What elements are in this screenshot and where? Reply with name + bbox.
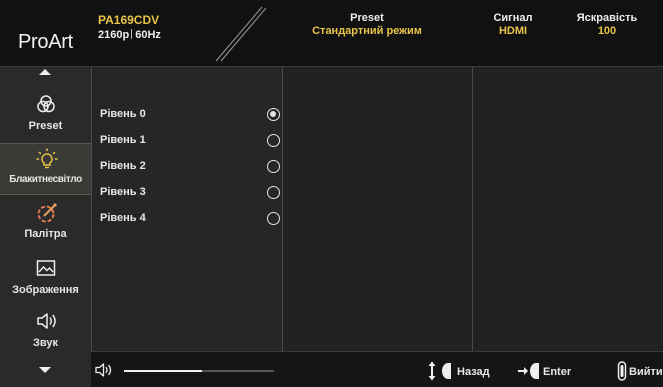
sidebar-item-blue-light[interactable] <box>0 143 91 195</box>
signal-value: HDMI <box>498 25 528 37</box>
scroll-down-arrow-icon[interactable] <box>39 367 51 373</box>
volume-slider[interactable] <box>124 370 274 372</box>
resolution-info <box>98 29 161 41</box>
sidebar-item-sound[interactable] <box>0 307 91 359</box>
sidebar-item-label: Звук <box>32 337 58 349</box>
sidebar-item-label: Палітра <box>24 228 67 240</box>
option-label: Рівень 0 <box>100 108 146 120</box>
palette-icon <box>36 202 58 224</box>
option-level-2[interactable] <box>100 157 275 177</box>
back-button[interactable] <box>427 360 507 382</box>
brightness-label: Яскравість <box>576 12 638 24</box>
volume-slider-fill <box>124 370 202 372</box>
scroll-up-arrow-icon[interactable] <box>39 69 51 75</box>
radio-button[interactable] <box>267 212 280 225</box>
option-label: Рівень 4 <box>100 212 146 224</box>
refresh-rate: 60Hz <box>135 29 161 41</box>
option-label: Рівень 1 <box>100 134 146 146</box>
exit-key-icon <box>617 360 627 382</box>
option-level-1[interactable] <box>100 131 275 151</box>
preset-status <box>282 12 452 38</box>
back-label: Назад <box>457 366 490 378</box>
sidebar-item-image[interactable] <box>0 254 91 306</box>
option-level-4[interactable] <box>100 209 275 229</box>
exit-label: Вийти <box>629 366 663 378</box>
model-name: PA169CDV <box>98 13 160 27</box>
brand-logo: ProArt <box>18 31 73 53</box>
enter-label: Enter <box>543 366 572 378</box>
bulb-icon <box>36 148 58 170</box>
exit-button[interactable] <box>617 360 663 382</box>
option-label: Рівень 2 <box>100 160 146 172</box>
option-level-0[interactable] <box>100 105 275 125</box>
volume-icon <box>95 362 113 378</box>
resolution: 2160p <box>98 29 130 41</box>
sidebar-item-palette[interactable] <box>0 198 91 250</box>
joystick-updown-icon <box>427 360 453 382</box>
sidebar-item-label: Preset <box>28 120 63 132</box>
radio-button[interactable] <box>267 134 280 147</box>
radio-button[interactable] <box>267 186 280 199</box>
submenu-column-3 <box>472 67 663 351</box>
enter-button[interactable] <box>517 360 587 382</box>
radio-button-selected[interactable] <box>267 108 280 121</box>
header-bar <box>0 0 663 67</box>
color-circles-icon <box>36 94 56 114</box>
option-label: Рівень 3 <box>100 186 146 198</box>
divider-slash <box>214 6 266 62</box>
submenu-column-2 <box>282 67 472 351</box>
joystick-right-icon <box>517 360 541 382</box>
brightness-status <box>562 12 652 38</box>
image-icon <box>36 258 56 278</box>
signal-status <box>468 12 558 38</box>
footer-bar <box>91 351 663 387</box>
sidebar <box>0 67 91 387</box>
sidebar-item-label: Зображення <box>12 284 79 296</box>
sidebar-item-label: Блакитнесвітло <box>9 174 82 185</box>
preset-value: Стандартний режим <box>312 25 422 37</box>
sidebar-item-preset[interactable] <box>0 90 91 142</box>
radio-button[interactable] <box>267 160 280 173</box>
signal-label: Сигнал <box>493 12 533 24</box>
brightness-value: 100 <box>597 25 617 37</box>
options-column <box>91 67 282 351</box>
divider <box>131 29 132 39</box>
option-level-3[interactable] <box>100 183 275 203</box>
preset-label: Preset <box>350 12 384 24</box>
speaker-icon <box>36 311 58 331</box>
